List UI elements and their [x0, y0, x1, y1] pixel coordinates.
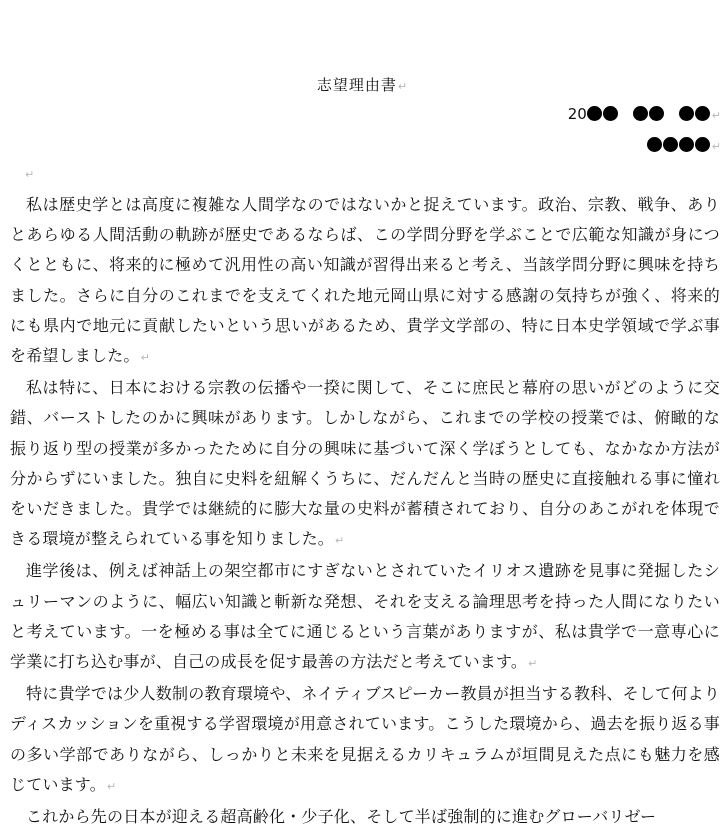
paragraph-mark-icon: ↵	[711, 109, 721, 122]
date-line	[568, 103, 721, 127]
redaction-dot	[587, 106, 602, 121]
paragraph-text: これから先の日本が迎える超高齢化・少子化、そして半ば強制的に進むグローバリゼー	[26, 807, 657, 827]
paragraph-5[interactable]	[10, 802, 720, 829]
redaction-dot	[695, 106, 710, 121]
redaction-dot	[663, 137, 678, 152]
paragraph-mark-icon: ↵	[25, 168, 35, 181]
author-name-line	[647, 134, 721, 158]
paragraph-3[interactable]	[10, 556, 720, 679]
paragraph-text: 進学後は、例えば神話上の架空都市にすぎないとされていたイリオス遺跡を見事に発掘したシュリーマンのように、幅広い知識と斬新な発想、それを支える論理思考を持った人間になりたいと考えています。一を極める事は全てに通じるという言葉がありますが、私は貴学で一意専心に学業に打ち込む事が、自己の成長を促す最善の方法だと考えています。	[10, 561, 720, 672]
redaction-dot	[695, 137, 710, 152]
paragraph-mark-icon: ↵	[397, 80, 409, 93]
redaction-dot	[647, 137, 662, 152]
empty-paragraph	[24, 164, 34, 186]
paragraph-mark-icon: ↵	[528, 657, 538, 671]
paragraph-mark-icon: ↵	[711, 140, 721, 153]
paragraph-4[interactable]	[10, 679, 720, 802]
document-title	[0, 74, 725, 98]
paragraph-mark-icon: ↵	[140, 351, 151, 365]
redaction-dot	[679, 106, 694, 121]
title-text: 志望理由書	[316, 76, 397, 94]
redaction-dot	[649, 106, 664, 121]
redaction-dot	[679, 137, 694, 152]
paragraph-mark-icon: ↵	[106, 779, 117, 793]
paragraph-2[interactable]	[10, 373, 720, 556]
redaction-dot	[603, 106, 618, 121]
paragraph-1[interactable]	[10, 190, 720, 373]
redaction-dot	[633, 106, 648, 121]
date-prefix: 20	[567, 105, 587, 123]
paragraph-text: 私は特に、日本における宗教の伝播や一揆に関して、そこに庶民と幕府の思いがどのように交錯、バーストしたのかに興味があります。しかしながら、これまでの学校の授業では、俯瞰的な振り返り型の授業が多かったために自分の興味に基づいて深く学ぼうとしても、なかなか方法が分からずにいました。独自に史料を紐解くうちに、だんだんと当時の歴史に直接触れる事に憧れをいだきました。貴学では継続的に膨大な量の史料が蓄積されており、自分のあこがれを体現できる環境が整えられている事を知りました。	[10, 378, 720, 549]
paragraph-text: 私は歴史学とは高度に複雑な人間学なのではないかと捉えています。政治、宗教、戦争、ありとあらゆる人間活動の軌跡が歴史であるならば、この学問分野を学ぶことで広範な知識が身につくとともに、将来的に極めて汎用性の高い知識が習得出来ると考え、当該学問分野に興味を持ちました。さらに自分のこれまでを支えてくれた地元岡山県に対する感謝の気持ちが強く、将来的にも県内で地元に貢献したいという思いがあるため、貴学文学部の、特に日本史学領域で学ぶ事を希望しました。	[10, 195, 721, 366]
document-body[interactable]	[10, 190, 720, 829]
paragraph-text: 特に貴学では少人数制の教育環境や、ネイティブスピーカー教員が担当する教科、そして何よりディスカッションを重視する学習環境が用意されています。こうした環境から、過去を振り返る事の多い学部でありながら、しっかりと未来を見据えるカリキュラムが垣間見えた点にも魅力を感じています。	[10, 684, 720, 794]
paragraph-mark-icon: ↵	[335, 534, 345, 548]
